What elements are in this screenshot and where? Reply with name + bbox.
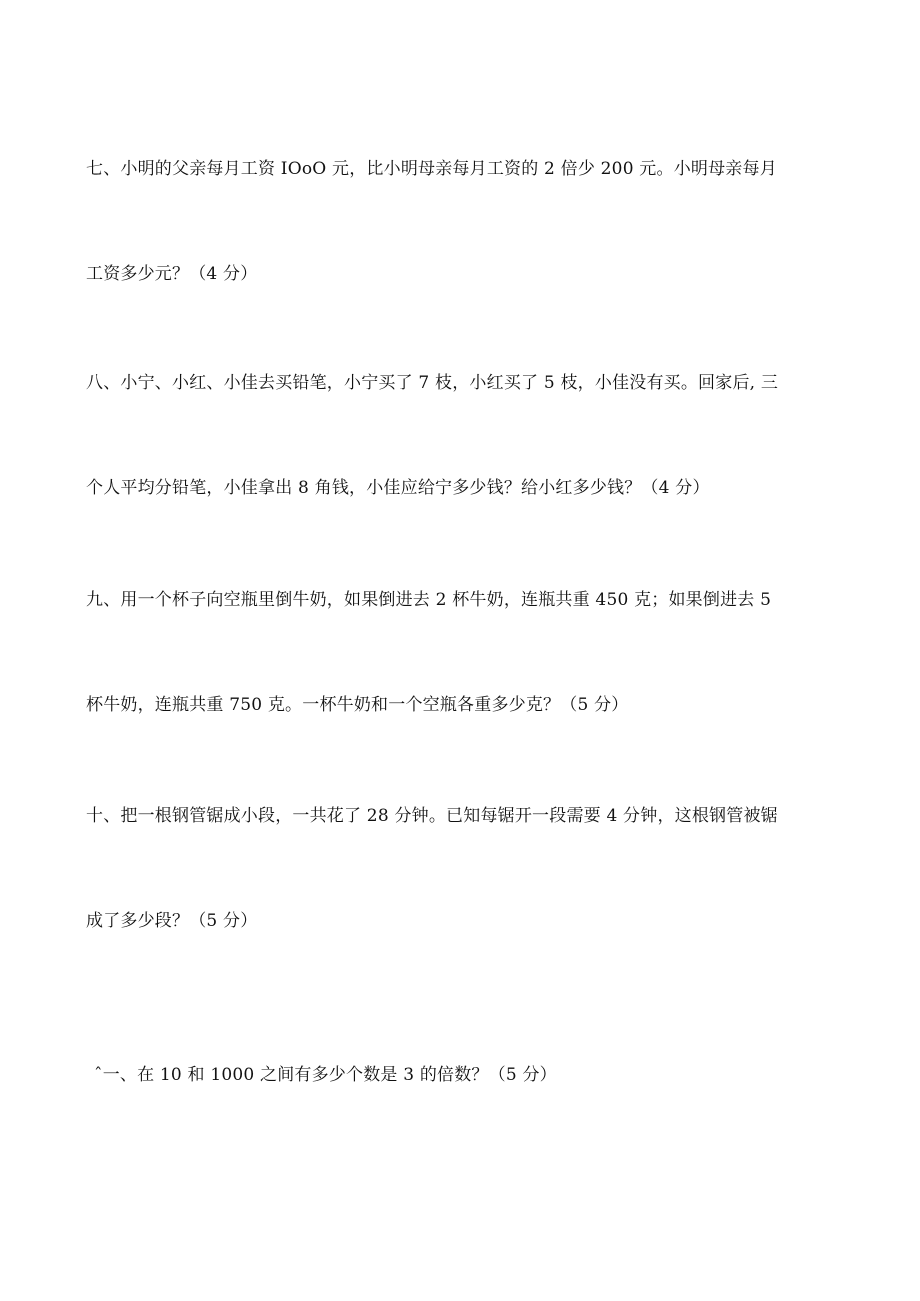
question-7-line-2: 工资多少元？（4 分） [86, 264, 258, 284]
question-8-line-2: 个人平均分铅笔，小佳拿出 8 角钱，小佳应给宁多少钱？给小红多少钱？（4 分） [86, 478, 710, 498]
question-8-line-1: 八、小宁、小红、小佳去买铅笔，小宁买了 7 枝，小红买了 5 枝，小佳没有买。回家后, 三 [86, 373, 779, 393]
question-11 [94, 988, 834, 1163]
question-9-line-2: 杯牛奶，连瓶共重 750 克。一杯牛奶和一个空瓶各重多少克？（5 分） [86, 695, 629, 715]
question-7-line-1: 七、小明的父亲每月工资 IOoO 元，比小明母亲每月工资的 2 倍少 200 元。小明母亲每月 [86, 159, 777, 179]
question-9-line-1: 九、用一个杯子向空瓶里倒牛奶，如果倒进去 2 杯牛奶，连瓶共重 450 克；如果倒进去 5 [86, 590, 772, 610]
question-11-line-1: ˆ一、在 10 和 1000 之间有多少个数是 3 的倍数？（5 分） [94, 1065, 557, 1085]
question-10-line-2: 成了多少段？（5 分） [86, 911, 258, 931]
question-10-line-1: 十、把一根钢管锯成小段，一共花了 28 分钟。已知每锯开一段需要 4 分钟，这根钢管被锯 [86, 806, 778, 826]
question-10 [86, 729, 826, 1009]
